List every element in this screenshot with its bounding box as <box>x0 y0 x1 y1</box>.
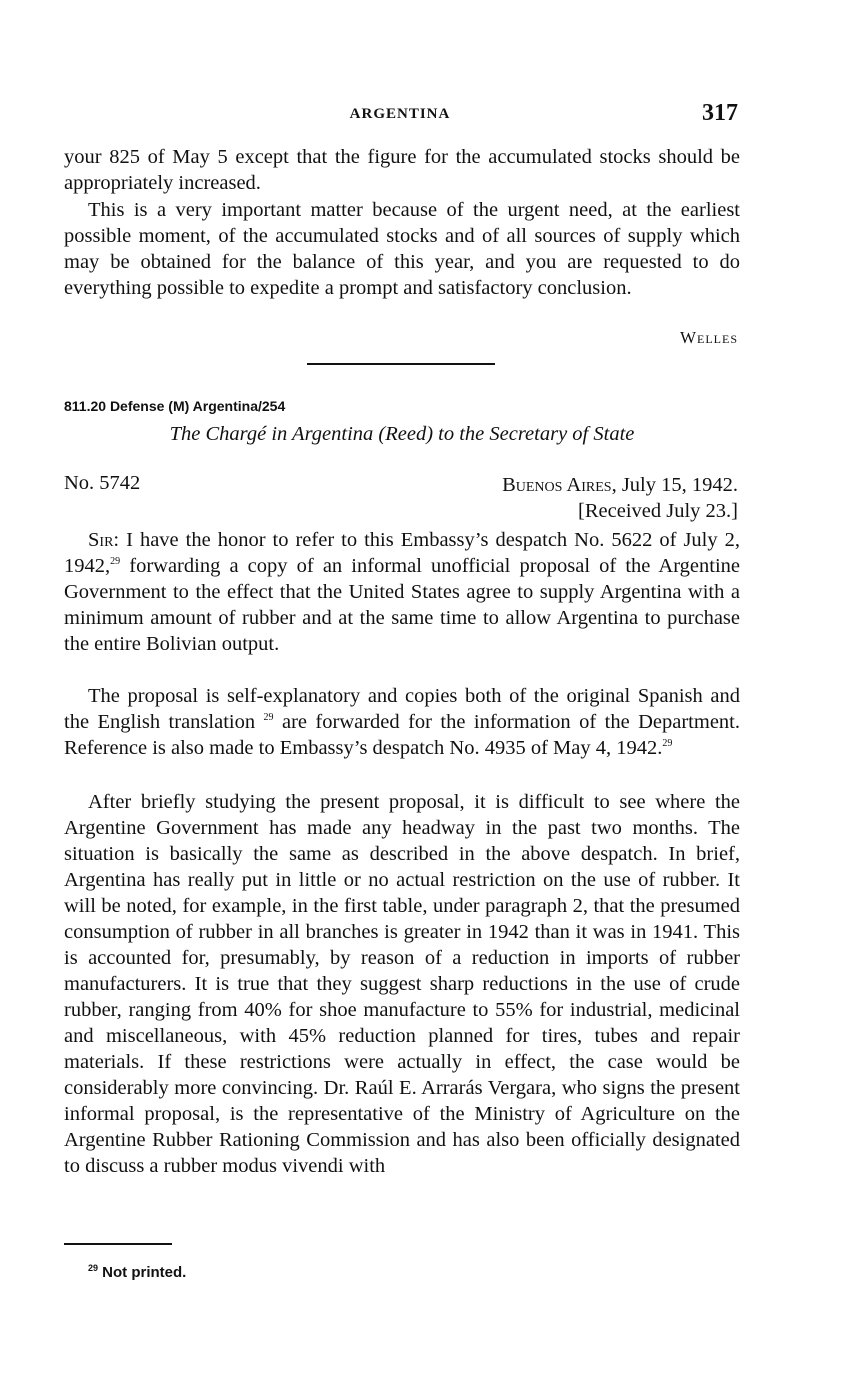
paragraph-1-part-a: : I have the honor to refer to this Embassy’s despatch No. 5622 of July 2, 1942, <box>64 529 740 577</box>
section-divider <box>307 363 495 365</box>
closing-paragraph: This is a very important matter because of the urgent need, at the earliest possible moment, of the accumulated stocks and of all sources of supply which may be obtained for the balance of this year, and you are requested to do everything possible to expedite a prompt and satisfactory conclusion. <box>64 199 740 299</box>
received-date: [Received July 23.] <box>578 500 738 522</box>
footnote-text: Not printed. <box>98 1264 187 1281</box>
salutation: Sir <box>88 529 114 551</box>
dateline-place: Buenos Aires <box>502 474 612 496</box>
body-paragraph-3: After briefly studying the present proposal, it is difficult to see where the Argentine Government has made any headway in the past two months. The situation is basically the same as described in the above despatch. In brief, Argentina has really put in little or no actual restriction on the use of rubber. It will be noted, for example, in the first table, under paragraph 2, that the presumed consumption of rubber in all branches is greater in 1942 than it was in 1941. This is accounted for, presumably, by reason of a reduction in imports of rubber manufacturers. It is true that they suggest sharp reductions in the use of crude rubber, ranging from 40% for shoe manufacture to 55% for industrial, medicinal and miscellaneous, with 45% reduction planned for tires, tubes and repair materials. If these restrictions were actually in effect, the case would be considerably more convincing. Dr. Raúl E. Arrarás Vergara, who signs the present informal proposal, is the representative of the Ministry of Agriculture on the Argentine Rubber Rationing Commission and has also been officially designated to discuss a rubber modus vivendi with <box>64 791 740 1177</box>
signature: Welles <box>679 328 738 347</box>
page-number: 317 <box>702 100 738 126</box>
despatch-number: No. 5742 <box>64 472 141 494</box>
paragraph-1-part-b: forwarding a copy of an informal unofficial proposal of the Argentine Government to the effect that the United States agree to supply Argentina with a minimum amount of rubber and at the same time to allow Argentina to purchase the entire Bolivian output. <box>64 555 740 655</box>
running-head <box>62 102 738 132</box>
footnote-ref: 29 <box>110 556 121 568</box>
footnote-divider <box>64 1243 172 1245</box>
dateline-date: , July 15, 1942. <box>611 474 738 496</box>
running-title: ARGENTINA <box>349 106 451 122</box>
body-paragraph-1 <box>64 527 740 657</box>
footnote-marker: 29 <box>88 1263 99 1273</box>
paragraph-2-part-b: are forwarded for the information of the Department. Reference is also made to Embassy’s despatch No. 4935 of May 4, 1942. <box>64 711 740 759</box>
footnote-ref: 29 <box>662 738 673 750</box>
document-title: The Chargé in Argentina (Reed) to the Secretary of State <box>169 423 635 445</box>
continued-paragraph: your 825 of May 5 except that the figure for the accumulated stocks should be appropriately increased. <box>64 146 740 194</box>
footnote-ref: 29 <box>263 712 274 724</box>
dateline <box>502 472 738 524</box>
footnote <box>88 1264 186 1281</box>
paragraph-2-part-a: The proposal is self-explanatory and copies both of the original Spanish and the English translation <box>64 685 740 733</box>
dateline-line <box>502 472 738 498</box>
file-reference: 811.20 Defense (M) Argentina/254 <box>64 398 286 414</box>
body-paragraph-2 <box>64 683 740 761</box>
